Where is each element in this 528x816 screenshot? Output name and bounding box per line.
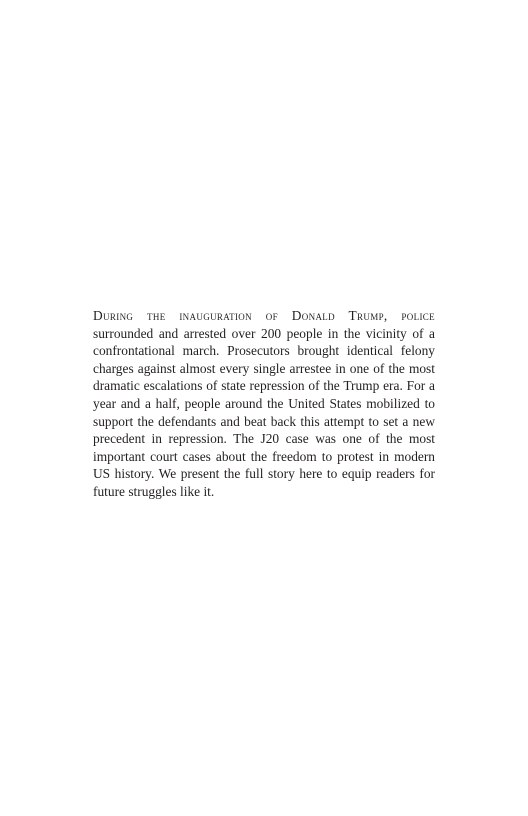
blurb-lead-in: During the inauguration of Donald Trump, police <box>93 308 435 323</box>
blurb-body: surrounded and arrested over 200 people in the vicinity of a confrontational march. Prosecutors brought identical felony charges against almost every single arrestee in one of the most dramatic escalations of state repression of the Trump era. For a year and a half, people around the United States mobilized to support the defendants and beat back this attempt to set a new precedent in repression. The J20 case was one of the most important court cases about the freedom to protest in modern US history. We present the full story here to equip readers for future struggles like it. <box>93 325 435 499</box>
back-cover-blurb <box>93 307 435 501</box>
